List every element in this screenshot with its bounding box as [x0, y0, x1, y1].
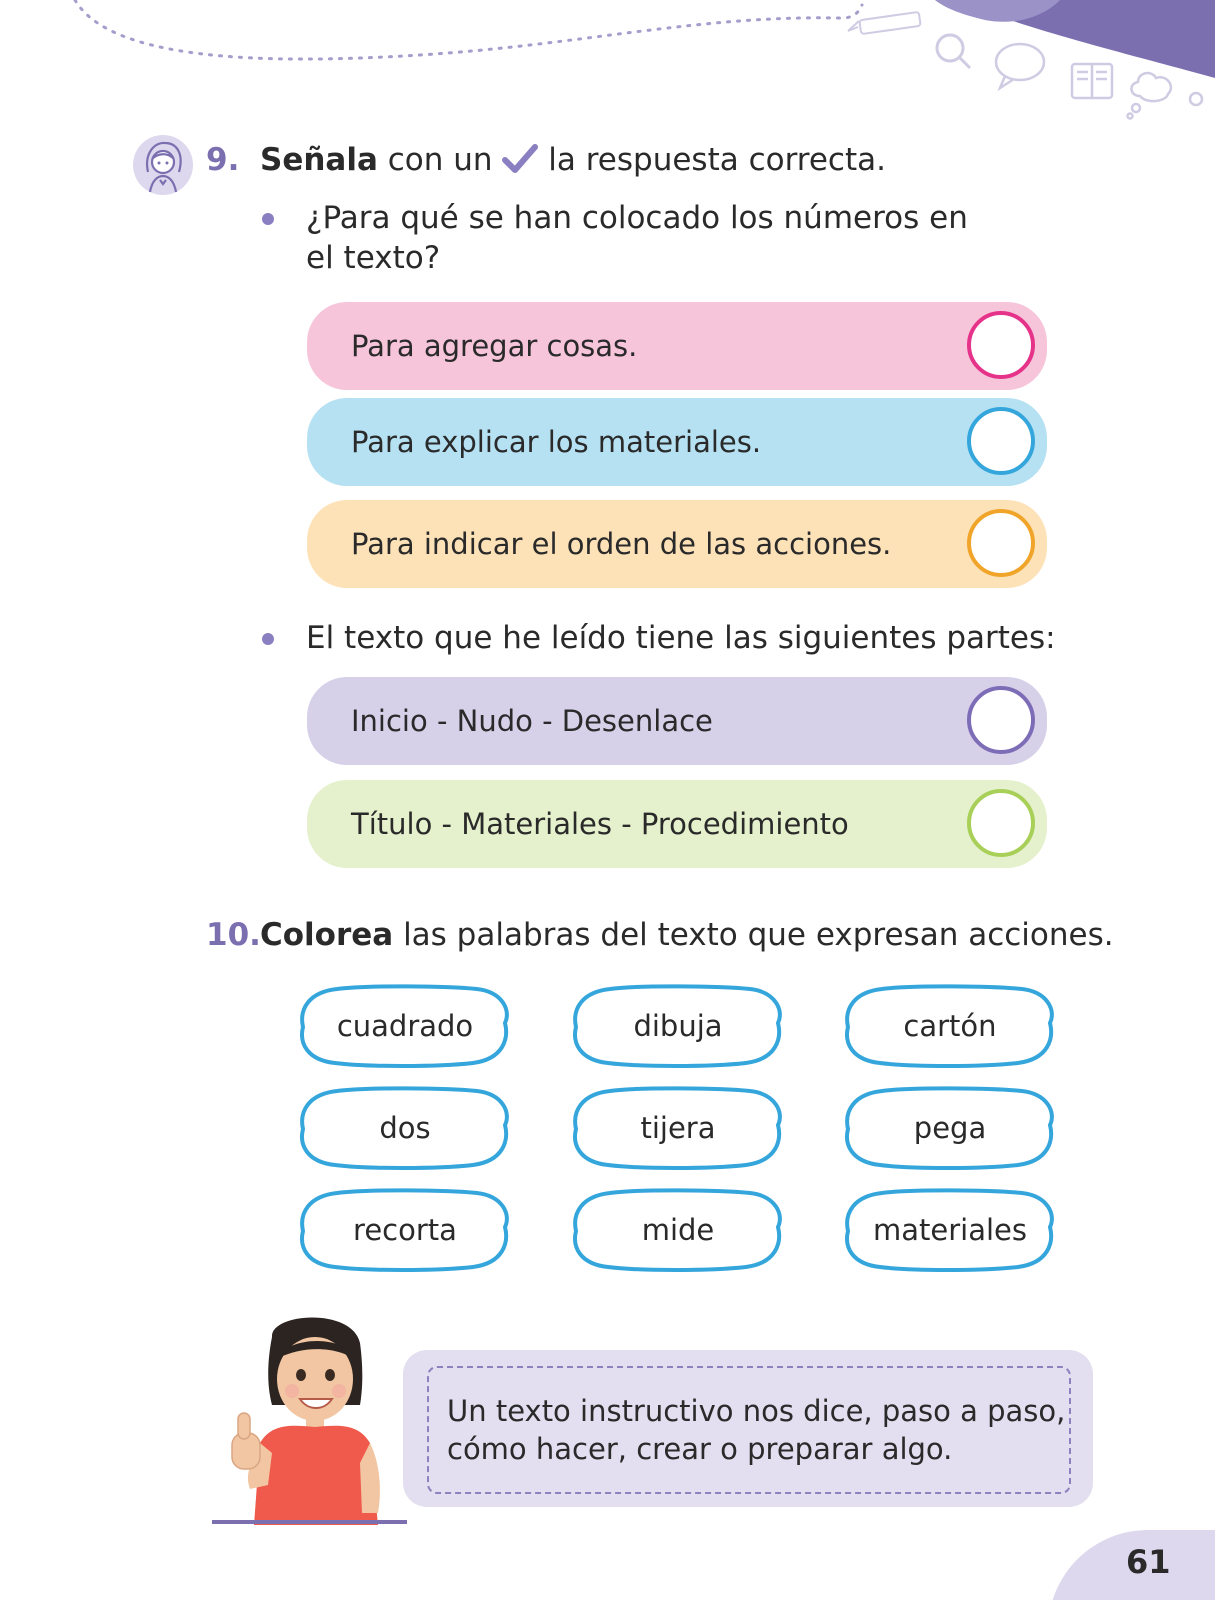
- page-number: 61: [1126, 1543, 1171, 1581]
- word-label: cartón: [903, 1009, 997, 1043]
- answer-option-label: Para explicar los materiales.: [351, 425, 762, 459]
- answer-option-label: Título - Materiales - Procedimiento: [351, 807, 849, 841]
- word-label: dos: [379, 1111, 431, 1145]
- word-blob[interactable]: [842, 1187, 1058, 1273]
- answer-option-label: Inicio - Nudo - Desenlace: [351, 704, 713, 738]
- question-9-number: 9.: [206, 142, 240, 178]
- answer-option-label: Para agregar cosas.: [351, 329, 638, 363]
- question-10-number: 10.: [206, 917, 261, 953]
- word-label: dibuja: [633, 1009, 723, 1043]
- note-line-1: Un texto instructivo nos dice, paso a paso,: [447, 1394, 1066, 1428]
- definition-note: [403, 1350, 1093, 1507]
- answer-checkbox-circle[interactable]: [967, 686, 1035, 754]
- answer-option[interactable]: [307, 500, 1047, 588]
- speech-bubble-icon: [996, 44, 1044, 88]
- word-blob[interactable]: [570, 1085, 786, 1171]
- question-9-verb: Señala: [260, 142, 378, 178]
- question-10-instruction: [260, 917, 1114, 953]
- book-icon: [1072, 64, 1112, 98]
- question-9-instruction: [260, 142, 886, 178]
- prompt-line-2: el texto?: [306, 240, 441, 276]
- student-avatar-icon: [132, 134, 194, 196]
- answer-checkbox-circle[interactable]: [967, 789, 1035, 857]
- girl-thumbs-up-illustration: [212, 1313, 407, 1525]
- answer-checkbox-circle[interactable]: [967, 407, 1035, 475]
- note-line-2: cómo hacer, crear o preparar algo.: [447, 1432, 953, 1466]
- word-blob[interactable]: [297, 1085, 513, 1171]
- bullet-dot: [262, 633, 274, 645]
- instruction-rest: las palabras del texto que expresan acciones.: [403, 917, 1114, 953]
- definition-note-border: [427, 1366, 1071, 1494]
- instruction-before-check: con un: [387, 142, 493, 178]
- bullet-dot: [262, 213, 274, 225]
- word-label: cuadrado: [336, 1009, 474, 1043]
- word-blob[interactable]: [570, 1187, 786, 1273]
- answer-option[interactable]: [307, 780, 1047, 868]
- illustration-baseline: [212, 1520, 407, 1524]
- magnifier-icon: [937, 35, 970, 68]
- answer-option-label: Para indicar el orden de las acciones.: [351, 527, 892, 561]
- word-label: recorta: [353, 1213, 457, 1247]
- answer-option[interactable]: [307, 677, 1047, 765]
- checkmark-icon: [502, 143, 538, 175]
- word-label: materiales: [873, 1213, 1027, 1247]
- answer-option[interactable]: [307, 398, 1047, 486]
- word-label: tijera: [640, 1111, 716, 1145]
- prompt-text: El texto que he leído tiene las siguientes partes:: [306, 620, 1056, 656]
- answer-checkbox-circle[interactable]: [967, 311, 1035, 379]
- pencil-icon: [848, 12, 921, 34]
- thought-cloud-icon: [1128, 73, 1203, 118]
- word-blob[interactable]: [297, 1187, 513, 1273]
- word-blob[interactable]: [842, 983, 1058, 1069]
- instruction-after-check: la respuesta correcta.: [548, 142, 886, 178]
- word-blob[interactable]: [570, 983, 786, 1069]
- question-10-verb: Colorea: [260, 917, 394, 953]
- word-blob[interactable]: [297, 983, 513, 1069]
- answer-checkbox-circle[interactable]: [967, 509, 1035, 577]
- prompt-line-1: ¿Para qué se han colocado los números en: [306, 200, 968, 236]
- word-blob[interactable]: [842, 1085, 1058, 1171]
- word-label: mide: [641, 1213, 715, 1247]
- header-decoration: [0, 0, 1215, 130]
- answer-option[interactable]: [307, 302, 1047, 390]
- word-label: pega: [913, 1111, 987, 1145]
